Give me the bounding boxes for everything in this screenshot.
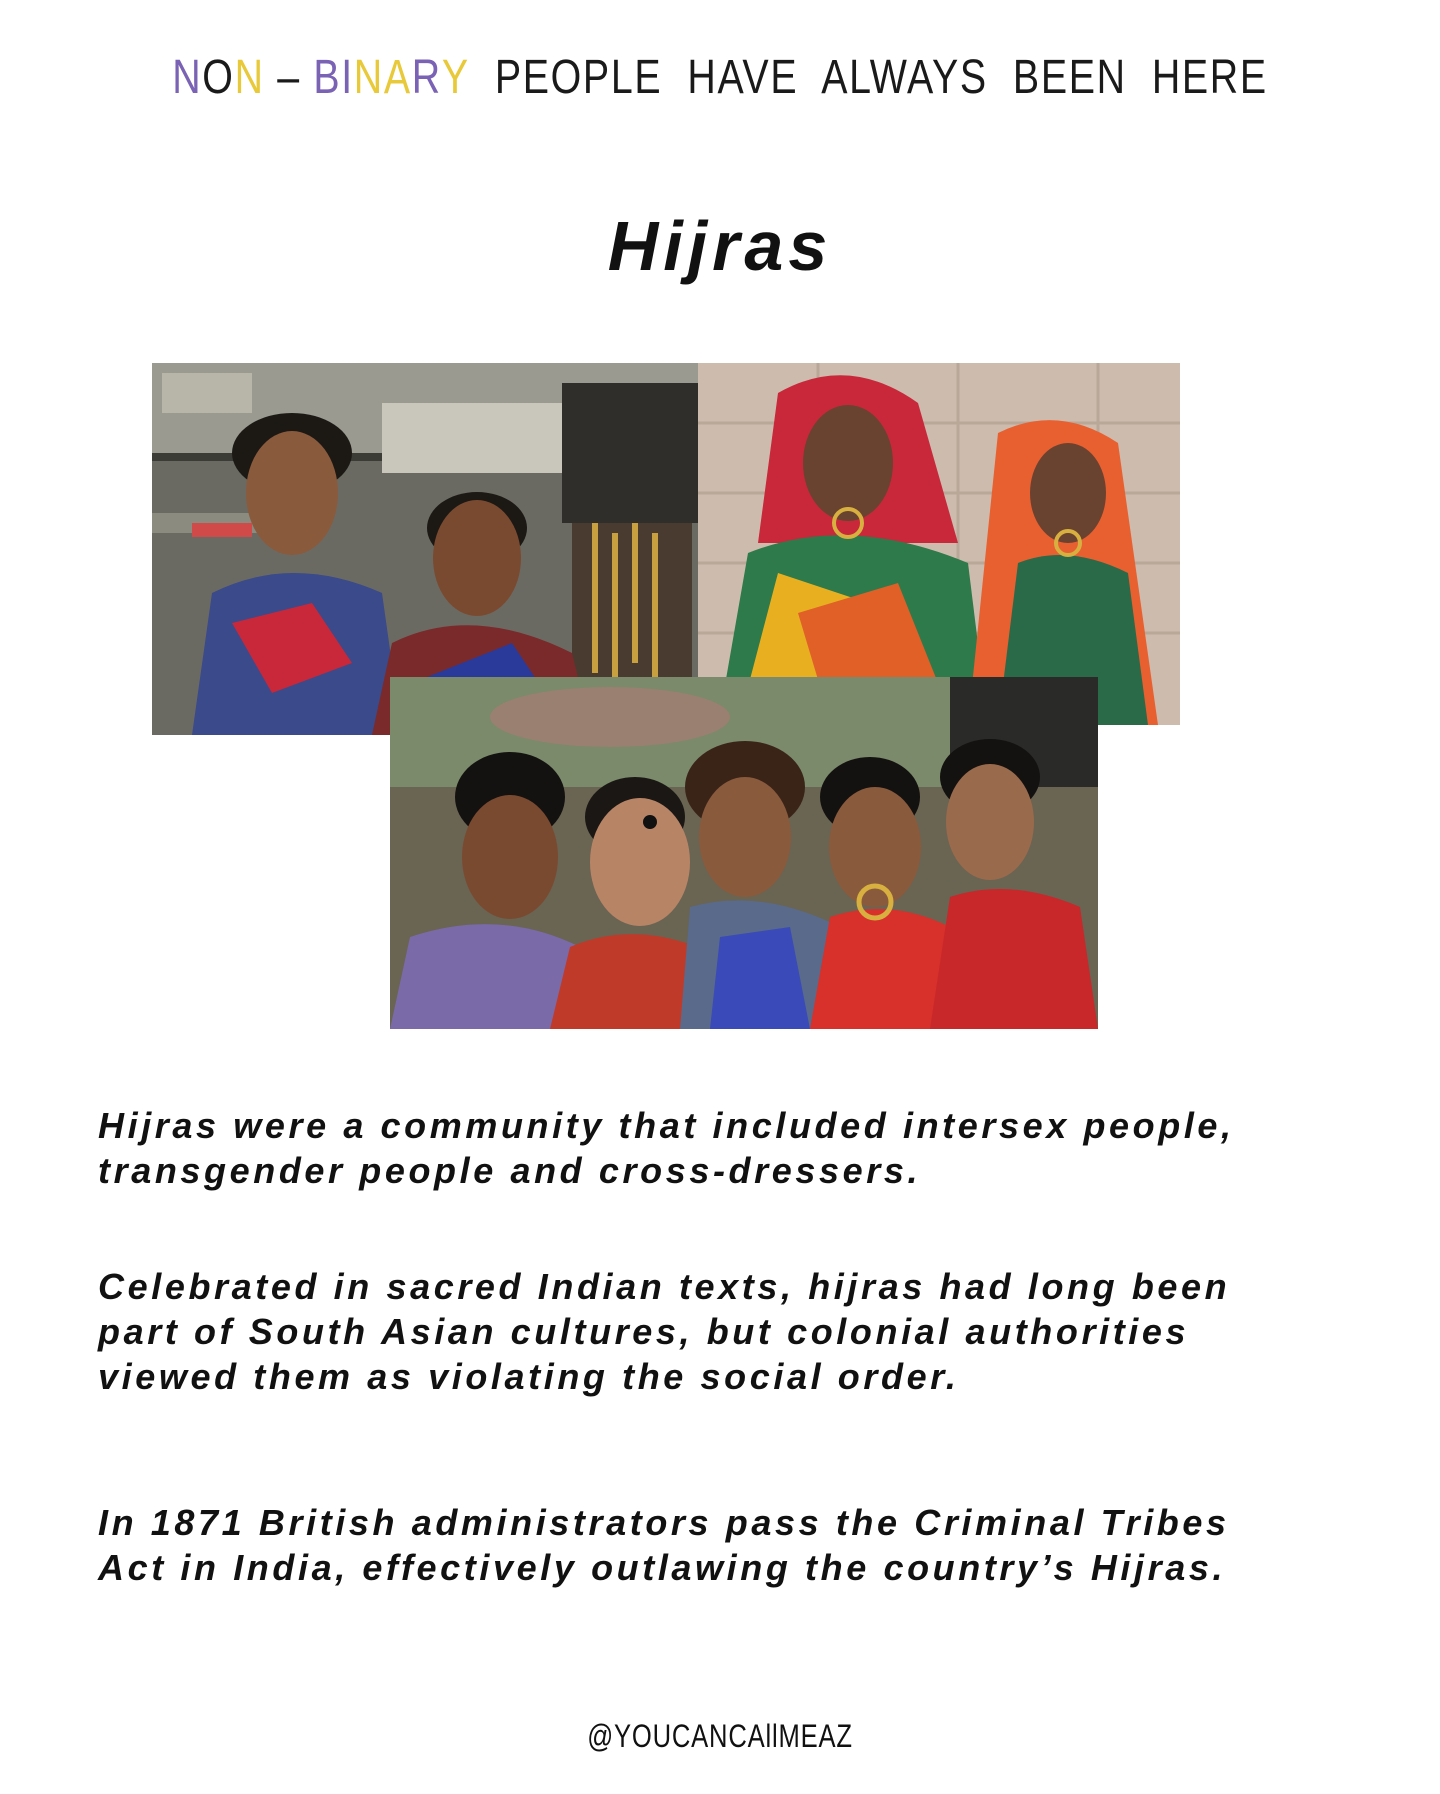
paragraph-criminal-tribes-act: In 1871 British administrators pass the Criminal Tribes Act in India, effectively outlawing the country’s Hijras.: [98, 1502, 1230, 1588]
header-segment: PEOPLE HAVE ALWAYS BEEN HERE: [469, 51, 1268, 104]
header-segment: –: [264, 51, 314, 104]
author-credit: @YOUCANCAllMEAZ: [587, 1718, 853, 1754]
paragraph-community: Hijras were a community that included intersex people, transgender people and cross-dressers.: [98, 1105, 1235, 1191]
header-segment: O: [202, 51, 235, 104]
header-segment: R: [411, 51, 442, 104]
header-segment: N: [234, 51, 265, 104]
header-title: [130, 50, 1311, 105]
header-segment: NA: [353, 51, 412, 104]
paragraph-history: Celebrated in sacred Indian texts, hijras had long been part of South Asian cultures, but colonial authorities viewed them as violating the social order.: [98, 1266, 1231, 1397]
header-segment: N: [172, 51, 203, 104]
header-segment: BI: [313, 51, 354, 104]
page-heading: Hijras: [607, 207, 833, 285]
header-segment: Y: [441, 51, 470, 104]
photo-group-portrait: [390, 677, 1098, 1029]
photo-sari-portrait: [698, 363, 1180, 725]
